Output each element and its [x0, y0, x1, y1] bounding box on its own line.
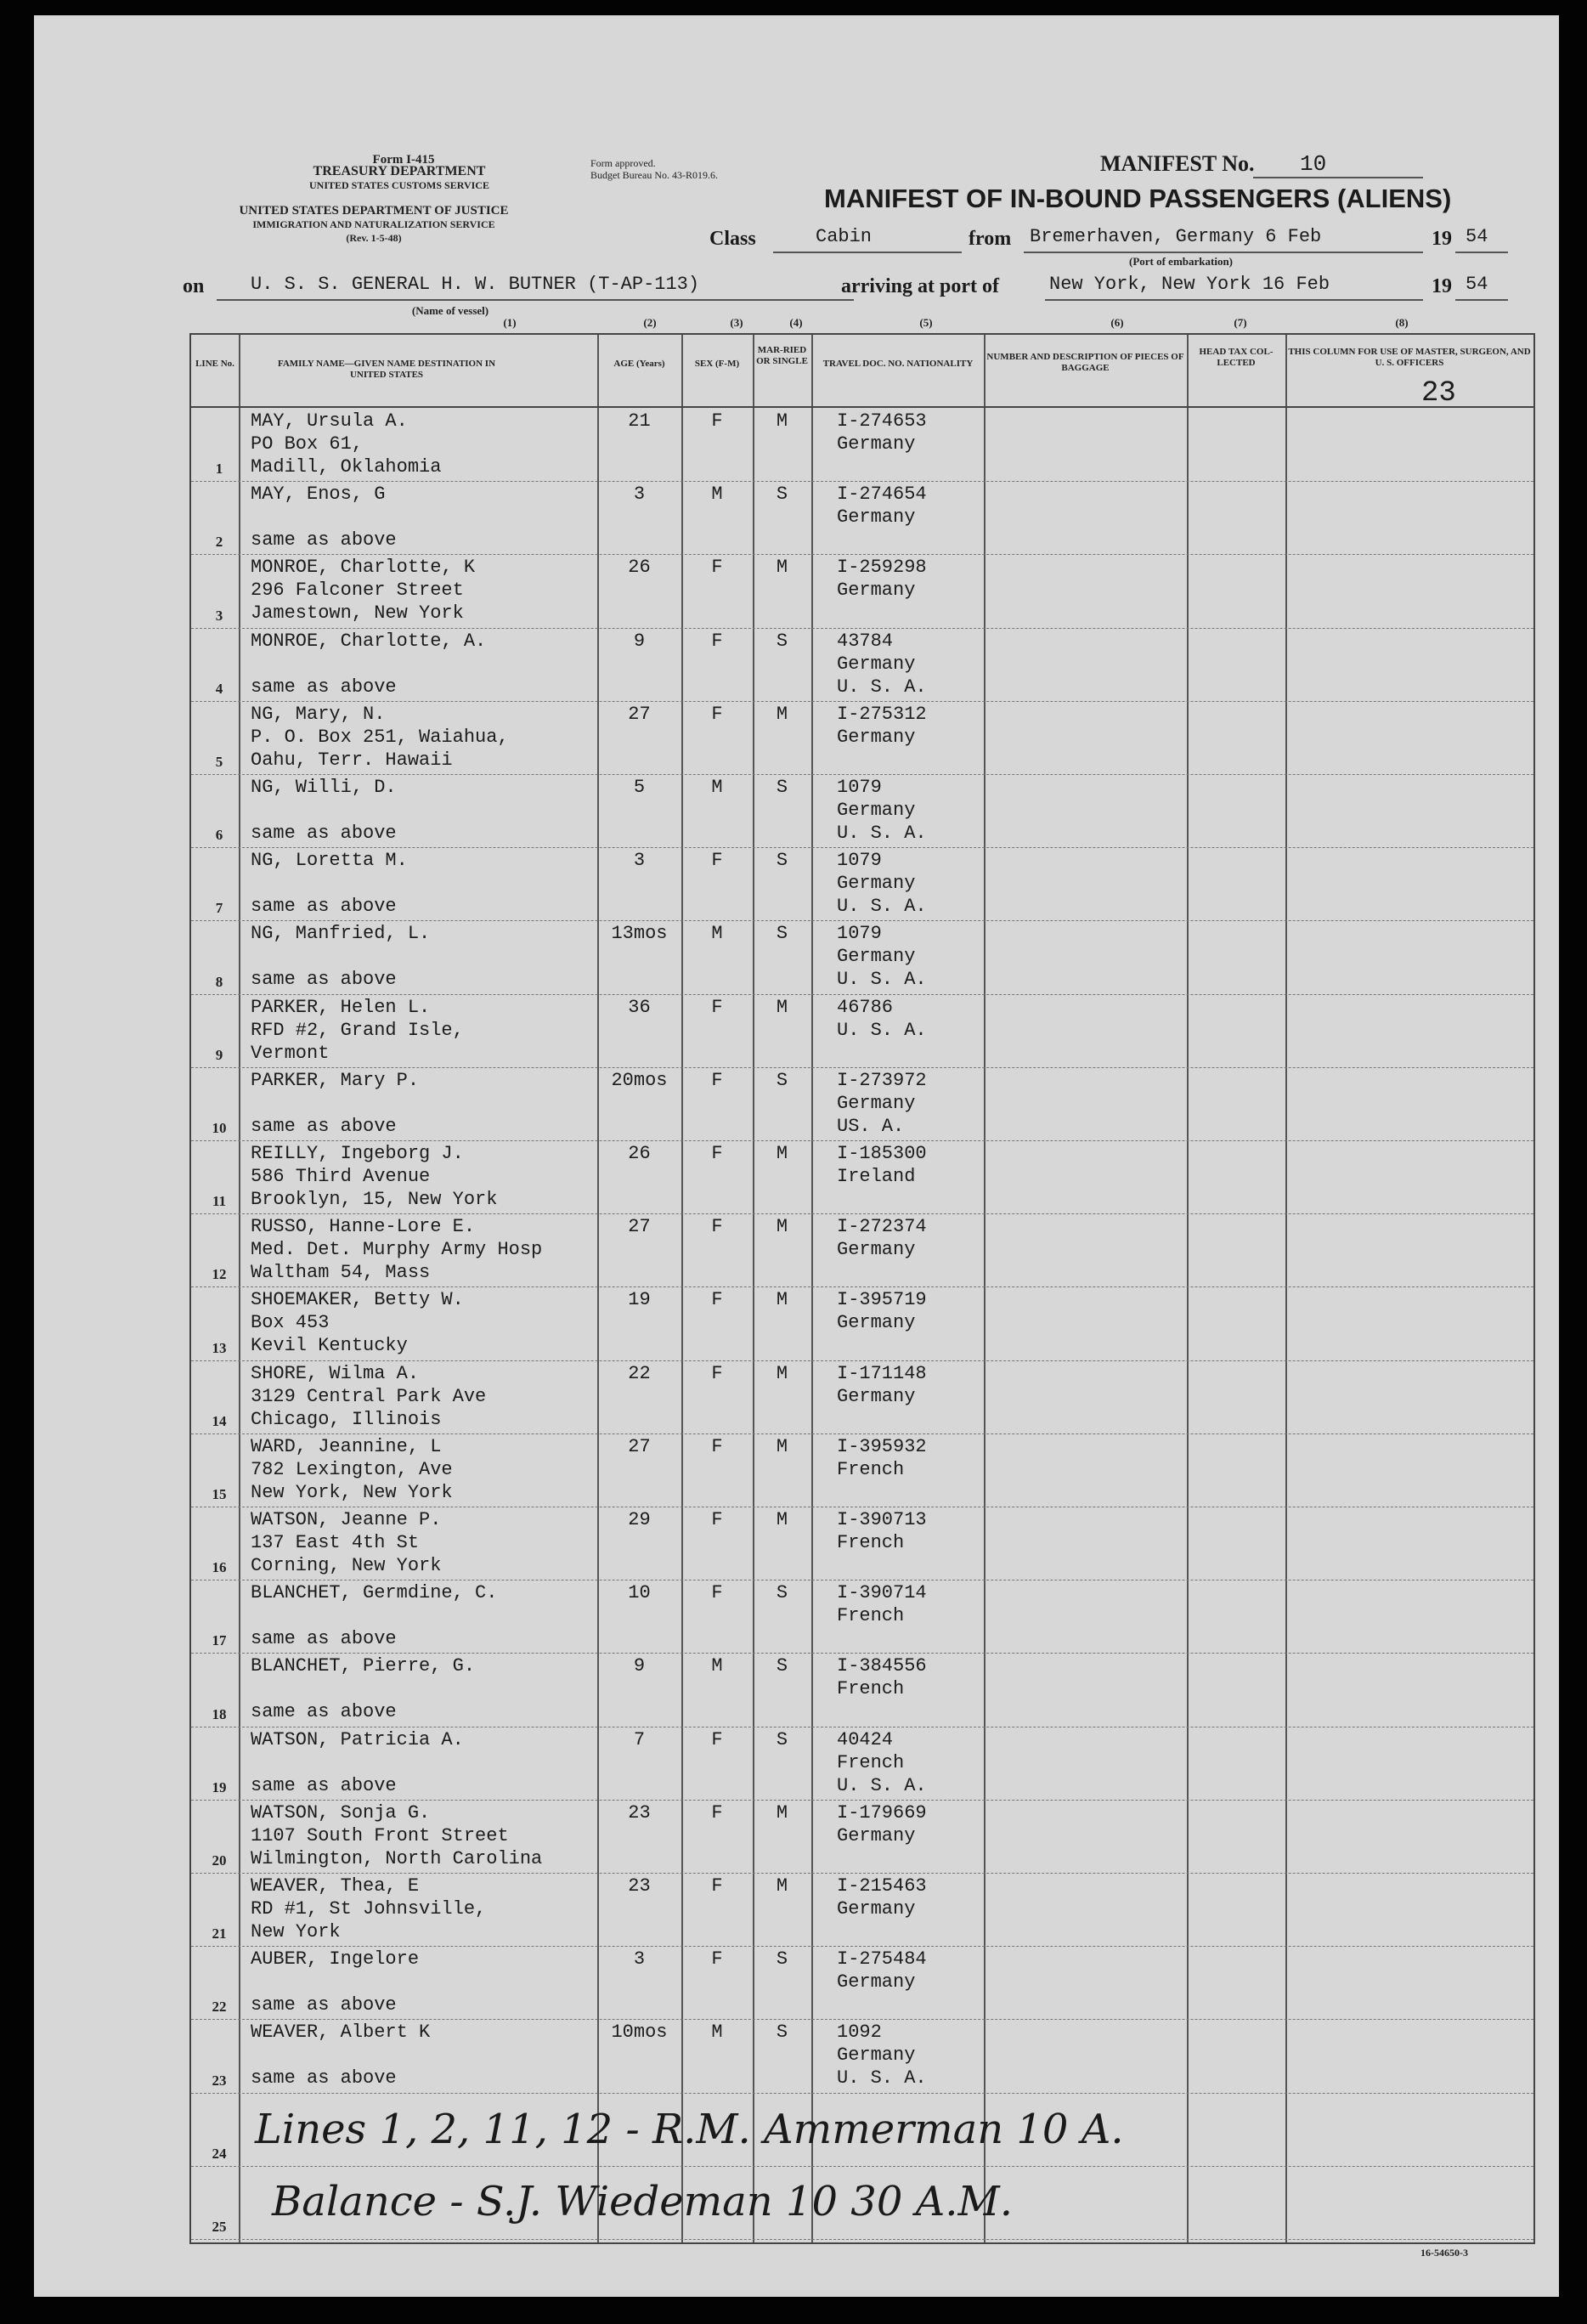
passenger-age: 7: [633, 1728, 646, 1750]
travel-doc-nationality: 43784 Germany U. S. A.: [837, 630, 927, 698]
passenger-sex: M: [711, 923, 723, 945]
passenger-name: MAY, Ursula A.: [251, 410, 408, 432]
arriving-value: New York, New York 16 Feb: [1049, 274, 1330, 295]
passenger-name: WATSON, Jeanne P.: [251, 1509, 442, 1530]
passenger-sex: F: [711, 1362, 723, 1384]
passenger-sex: F: [711, 1435, 723, 1457]
passenger-sex: F: [711, 1875, 723, 1897]
passenger-age: 21: [628, 410, 651, 432]
year-label: 19: [1432, 228, 1452, 250]
col-number: (2): [643, 316, 657, 329]
passenger-sex: F: [711, 850, 723, 872]
passenger-age: 13mos: [611, 923, 668, 945]
col-number: (7): [1234, 316, 1247, 329]
table-row: [191, 2019, 1533, 2093]
table-row: [191, 1653, 1533, 1727]
col-age: AGE (Years): [613, 359, 665, 369]
table-row: [191, 1213, 1533, 1287]
line-number: 18: [212, 1705, 227, 1722]
passenger-marital: M: [776, 410, 788, 432]
passenger-name: MAY, Enos, G: [251, 483, 386, 506]
travel-doc-nationality: I-274654 Germany: [837, 483, 927, 529]
passenger-marital: M: [776, 996, 788, 1018]
passenger-name: AUBER, Ingelore: [251, 1948, 420, 1971]
col-travel-doc: TRAVEL DOC. NO. NATIONALITY: [822, 359, 974, 369]
passenger-marital: M: [776, 1435, 788, 1457]
handwritten-annotation: Balance - S.J. Wiedeman 10 30 A.M.: [272, 2178, 1013, 2225]
table-row: [191, 994, 1533, 1068]
table-row: [191, 920, 1533, 994]
passenger-sex: F: [711, 703, 723, 725]
passenger-name: REILLY, Ingeborg J.: [251, 1143, 464, 1164]
passenger-marital: S: [776, 1582, 788, 1604]
passenger-destination: same as above: [251, 1628, 397, 1650]
line-number: 12: [212, 1266, 227, 1283]
passenger-name: SHOEMAKER, Betty W.: [251, 1289, 464, 1311]
passenger-destination: 137 East 4th St Corning, New York: [251, 1532, 442, 1576]
travel-doc-nationality: I-273972 Germany US. A.: [837, 1069, 927, 1137]
vessel-caption: (Name of vessel): [411, 304, 489, 317]
passenger-name: WEAVER, Albert K: [251, 2021, 431, 2044]
passenger-name: WARD, Jeannine, L: [251, 1435, 442, 1457]
col-head-tax: HEAD TAX COL-LECTED: [1199, 347, 1274, 368]
passenger-marital: M: [776, 1289, 788, 1311]
passenger-destination: RFD #2, Grand Isle, Vermont: [251, 1019, 464, 1064]
travel-doc-nationality: 1079 Germany U. S. A.: [837, 850, 927, 918]
travel-doc-nationality: I-390713 French: [837, 1509, 927, 1553]
table-row: [191, 1067, 1533, 1141]
passenger-destination: same as above: [251, 896, 397, 918]
line-number: 21: [212, 1925, 227, 1942]
passenger-sex: F: [711, 1948, 723, 1971]
passenger-marital: S: [776, 777, 788, 798]
passenger-destination: 782 Lexington, Ave New York, New York: [251, 1458, 453, 1503]
line-number: 20: [212, 1852, 227, 1869]
passenger-name: BLANCHET, Germdine, C.: [251, 1582, 498, 1604]
page-title: MANIFEST OF IN-BOUND PASSENGERS (ALIENS): [824, 184, 1452, 213]
table-row: [191, 774, 1533, 848]
passenger-destination: same as above: [251, 1774, 397, 1796]
on-label: on: [183, 275, 205, 297]
col-number: (1): [503, 316, 517, 329]
from-label: from: [969, 228, 1012, 250]
passenger-destination: same as above: [251, 529, 397, 551]
travel-doc-nationality: 46786 U. S. A.: [837, 996, 927, 1041]
passenger-sex: F: [711, 410, 723, 432]
budget-bureau: Budget Bureau No. 43-R019.6.: [590, 169, 718, 181]
passenger-marital: S: [776, 923, 788, 945]
passenger-destination: Med. Det. Murphy Army Hosp Waltham 54, Mass: [251, 1239, 543, 1284]
line-number: 25: [212, 2218, 227, 2235]
from-value: Bremerhaven, Germany 6 Feb: [1030, 226, 1322, 247]
arriving-year: 54: [1466, 274, 1488, 295]
table-body: [191, 408, 1533, 2239]
manifest-number: 10: [1300, 151, 1327, 177]
passenger-marital: M: [776, 557, 788, 579]
passenger-marital: S: [776, 630, 788, 652]
passenger-age: 27: [628, 703, 651, 725]
travel-doc-nationality: I-179669 Germany: [837, 1801, 927, 1846]
table-row: [191, 1800, 1533, 1874]
travel-doc-nationality: I-185300 Ireland: [837, 1143, 927, 1187]
line-number: 16: [212, 1559, 227, 1576]
passenger-age: 3: [633, 850, 646, 872]
passenger-marital: M: [776, 703, 788, 725]
passenger-name: PARKER, Helen L.: [251, 996, 431, 1018]
line-number: 10: [212, 1119, 227, 1136]
travel-doc-nationality: I-215463 Germany: [837, 1875, 927, 1920]
passenger-name: RUSSO, Hanne-Lore E.: [251, 1216, 476, 1238]
passenger-marital: S: [776, 850, 788, 872]
table-row: [191, 1580, 1533, 1654]
passenger-name: NG, Mary, N.: [251, 703, 386, 725]
passenger-age: 9: [633, 630, 646, 652]
class-value: Cabin: [816, 226, 873, 247]
col-number: (3): [730, 316, 743, 329]
table-row: [191, 1286, 1533, 1360]
passenger-age: 23: [628, 1875, 651, 1897]
line-number: 23: [212, 2072, 227, 2089]
passenger-sex: F: [711, 630, 723, 652]
passenger-name: SHORE, Wilma A.: [251, 1362, 420, 1384]
passenger-marital: S: [776, 1728, 788, 1750]
passenger-name: WEAVER, Thea, E: [251, 1875, 420, 1897]
passenger-sex: F: [711, 1801, 723, 1824]
treasury-dept: TREASURY DEPARTMENT: [313, 164, 486, 178]
passenger-sex: F: [711, 1143, 723, 1164]
col-sex: SEX (F-M): [694, 359, 740, 369]
passenger-destination: same as above: [251, 1701, 397, 1723]
travel-doc-nationality: I-384556 French: [837, 1655, 927, 1700]
table-row: [191, 628, 1533, 702]
travel-doc-nationality: I-171148 Germany: [837, 1362, 927, 1407]
passenger-marital: M: [776, 1509, 788, 1530]
table-row: [191, 847, 1533, 921]
travel-doc-nationality: I-395932 French: [837, 1435, 927, 1480]
passenger-destination: P. O. Box 251, Waiahua, Oahu, Terr. Hawaii: [251, 726, 509, 771]
passenger-name: NG, Loretta M.: [251, 850, 408, 872]
col-name: FAMILY NAME—GIVEN NAME DESTINATION IN UNITED STATES: [277, 359, 496, 380]
travel-doc-nationality: I-275484 Germany: [837, 1948, 927, 1993]
table-row: [191, 1140, 1533, 1214]
passenger-age: 19: [628, 1289, 651, 1311]
passenger-name: NG, Manfried, L.: [251, 923, 431, 945]
line-number: 4: [215, 680, 223, 697]
passenger-age: 3: [633, 1948, 646, 1971]
travel-doc-nationality: 1079 Germany U. S. A.: [837, 777, 927, 844]
travel-doc-nationality: 1092 Germany U. S. A.: [837, 2021, 927, 2089]
passenger-age: 36: [628, 996, 651, 1018]
handwritten-annotation: Lines 1, 2, 11, 12 - R.M. Ammerman 10 A.: [255, 2106, 1124, 2153]
passenger-destination: 296 Falconer Street Jamestown, New York: [251, 580, 464, 625]
line-number: 6: [215, 827, 223, 844]
col-line-no: LINE No.: [195, 359, 234, 369]
passenger-sex: F: [711, 1069, 723, 1091]
passenger-sex: M: [711, 1655, 723, 1677]
passenger-marital: M: [776, 1875, 788, 1897]
passenger-marital: M: [776, 1216, 788, 1238]
line-number: 13: [212, 1339, 227, 1356]
passenger-destination: 3129 Central Park Ave Chicago, Illinois: [251, 1385, 487, 1430]
arriving-year-label: 19: [1432, 275, 1452, 297]
passenger-sex: F: [711, 1509, 723, 1530]
passenger-destination: PO Box 61, Madill, Oklahomia: [251, 433, 442, 478]
passenger-destination: RD #1, St Johnsville, New York: [251, 1898, 487, 1942]
table-row: [191, 1727, 1533, 1801]
line-number: 8: [215, 973, 223, 990]
passenger-sex: F: [711, 1216, 723, 1238]
passenger-age: 3: [633, 483, 646, 506]
table-header: [191, 335, 1533, 408]
travel-doc-nationality: 40424 French U. S. A.: [837, 1728, 927, 1796]
passenger-name: NG, Willi, D.: [251, 777, 397, 798]
revision: (Rev. 1-5-48): [346, 232, 402, 244]
passenger-destination: same as above: [251, 2067, 397, 2089]
passenger-destination: same as above: [251, 676, 397, 698]
passenger-name: WATSON, Sonja G.: [251, 1801, 431, 1824]
col-officers: THIS COLUMN FOR USE OF MASTER, SURGEON, AND U. S. OFFICERS: [1288, 347, 1531, 368]
line-number: 9: [215, 1046, 223, 1063]
travel-doc-nationality: I-274653 Germany: [837, 410, 927, 455]
line-number: 15: [212, 1485, 227, 1502]
col-married: MAR-RIED OR SINGLE: [756, 345, 808, 366]
travel-doc-nationality: 1079 Germany U. S. A.: [837, 923, 927, 991]
passenger-sex: F: [711, 996, 723, 1018]
form-id: Form I-415: [372, 153, 435, 167]
table-row: [191, 1360, 1533, 1434]
passenger-marital: M: [776, 1362, 788, 1384]
table-row: [191, 701, 1533, 775]
line-number: 14: [212, 1412, 227, 1429]
travel-doc-nationality: I-395719 Germany: [837, 1289, 927, 1334]
table-row: [191, 408, 1533, 482]
justice-dept: UNITED STATES DEPARTMENT OF JUSTICE: [239, 204, 509, 218]
line-number: 24: [212, 2145, 227, 2162]
line-number: 11: [212, 1193, 227, 1210]
line-number: 19: [212, 1778, 227, 1795]
table-row: [191, 1873, 1533, 1947]
passenger-name: WATSON, Patricia A.: [251, 1728, 464, 1750]
passenger-marital: S: [776, 1069, 788, 1091]
arriving-label: arriving at port of: [841, 275, 999, 297]
passenger-age: 27: [628, 1216, 651, 1238]
table-row: [191, 1433, 1533, 1507]
passenger-name: MONROE, Charlotte, A.: [251, 630, 487, 652]
travel-doc-nationality: I-275312 Germany: [837, 703, 927, 748]
table-row: [191, 481, 1533, 555]
passenger-age: 9: [633, 1655, 646, 1677]
form-approved: Form approved.: [590, 157, 656, 169]
passenger-marital: S: [776, 483, 788, 506]
customs-service: UNITED STATES CUSTOMS SERVICE: [309, 179, 489, 191]
col-number: (8): [1395, 316, 1409, 329]
line-number: 22: [212, 1999, 227, 2016]
port-embarkation-caption: (Port of embarkation): [1128, 255, 1234, 268]
passenger-destination: same as above: [251, 969, 397, 991]
passenger-marital: S: [776, 1948, 788, 1971]
vessel-name: U. S. S. GENERAL H. W. BUTNER (T-AP-113): [251, 274, 700, 295]
line-number: 2: [215, 534, 223, 551]
passenger-age: 27: [628, 1435, 651, 1457]
passenger-marital: S: [776, 2021, 788, 2044]
passenger-sex: F: [711, 1582, 723, 1604]
manifest-label: MANIFEST No.: [1100, 151, 1255, 176]
passenger-age: 10: [628, 1582, 651, 1604]
table-row: [191, 1507, 1533, 1580]
travel-doc-nationality: I-259298 Germany: [837, 557, 927, 602]
passenger-age: 29: [628, 1509, 651, 1530]
passenger-destination: 586 Third Avenue Brooklyn, 15, New York: [251, 1166, 498, 1210]
col-baggage: NUMBER AND DESCRIPTION OF PIECES OF BAGGAGE: [986, 352, 1184, 373]
passenger-age: 26: [628, 557, 651, 579]
year-value: 54: [1466, 226, 1488, 247]
passenger-sex: M: [711, 777, 723, 798]
passenger-destination: same as above: [251, 1115, 397, 1137]
passenger-destination: same as above: [251, 823, 397, 844]
passenger-name: PARKER, Mary P.: [251, 1069, 420, 1091]
line-number: 1: [215, 461, 223, 478]
manifest-table: [189, 333, 1535, 2244]
col-number: (4): [789, 316, 803, 329]
travel-doc-nationality: I-272374 Germany: [837, 1216, 927, 1261]
class-label: Class: [709, 228, 756, 250]
col-number: (5): [919, 316, 933, 329]
passenger-age: 5: [633, 777, 646, 798]
travel-doc-nationality: I-390714 French: [837, 1582, 927, 1627]
passenger-marital: M: [776, 1143, 788, 1164]
passenger-marital: S: [776, 1655, 788, 1677]
passenger-age: 10mos: [611, 2021, 668, 2044]
passenger-age: 22: [628, 1362, 651, 1384]
passenger-name: BLANCHET, Pierre, G.: [251, 1655, 476, 1677]
col-number: (6): [1110, 316, 1124, 329]
passenger-name: MONROE, Charlotte, K: [251, 557, 476, 579]
line-number: 5: [215, 753, 223, 770]
passenger-age: 26: [628, 1143, 651, 1164]
line-number: 17: [212, 1632, 227, 1649]
footer-code: 16-54650-3: [1420, 2247, 1468, 2259]
passenger-sex: M: [711, 483, 723, 506]
table-row: [191, 554, 1533, 628]
passenger-age: 20mos: [611, 1069, 668, 1091]
passenger-destination: 1107 South Front Street Wilmington, North Carolina: [251, 1824, 543, 1869]
passenger-sex: F: [711, 557, 723, 579]
passenger-sex: F: [711, 1728, 723, 1750]
passenger-marital: M: [776, 1801, 788, 1824]
page-stamp: 23: [1421, 377, 1456, 410]
passenger-sex: F: [711, 1289, 723, 1311]
passenger-sex: M: [711, 2021, 723, 2044]
manifest-page: [34, 15, 1559, 2297]
ins-service: IMMIGRATION AND NATURALIZATION SERVICE: [252, 218, 495, 230]
passenger-destination: Box 453 Kevil Kentucky: [251, 1312, 408, 1357]
line-number: 3: [215, 607, 223, 624]
passenger-age: 23: [628, 1801, 651, 1824]
table-row: [191, 1946, 1533, 2020]
line-number: 7: [215, 900, 223, 917]
passenger-destination: same as above: [251, 1994, 397, 2016]
